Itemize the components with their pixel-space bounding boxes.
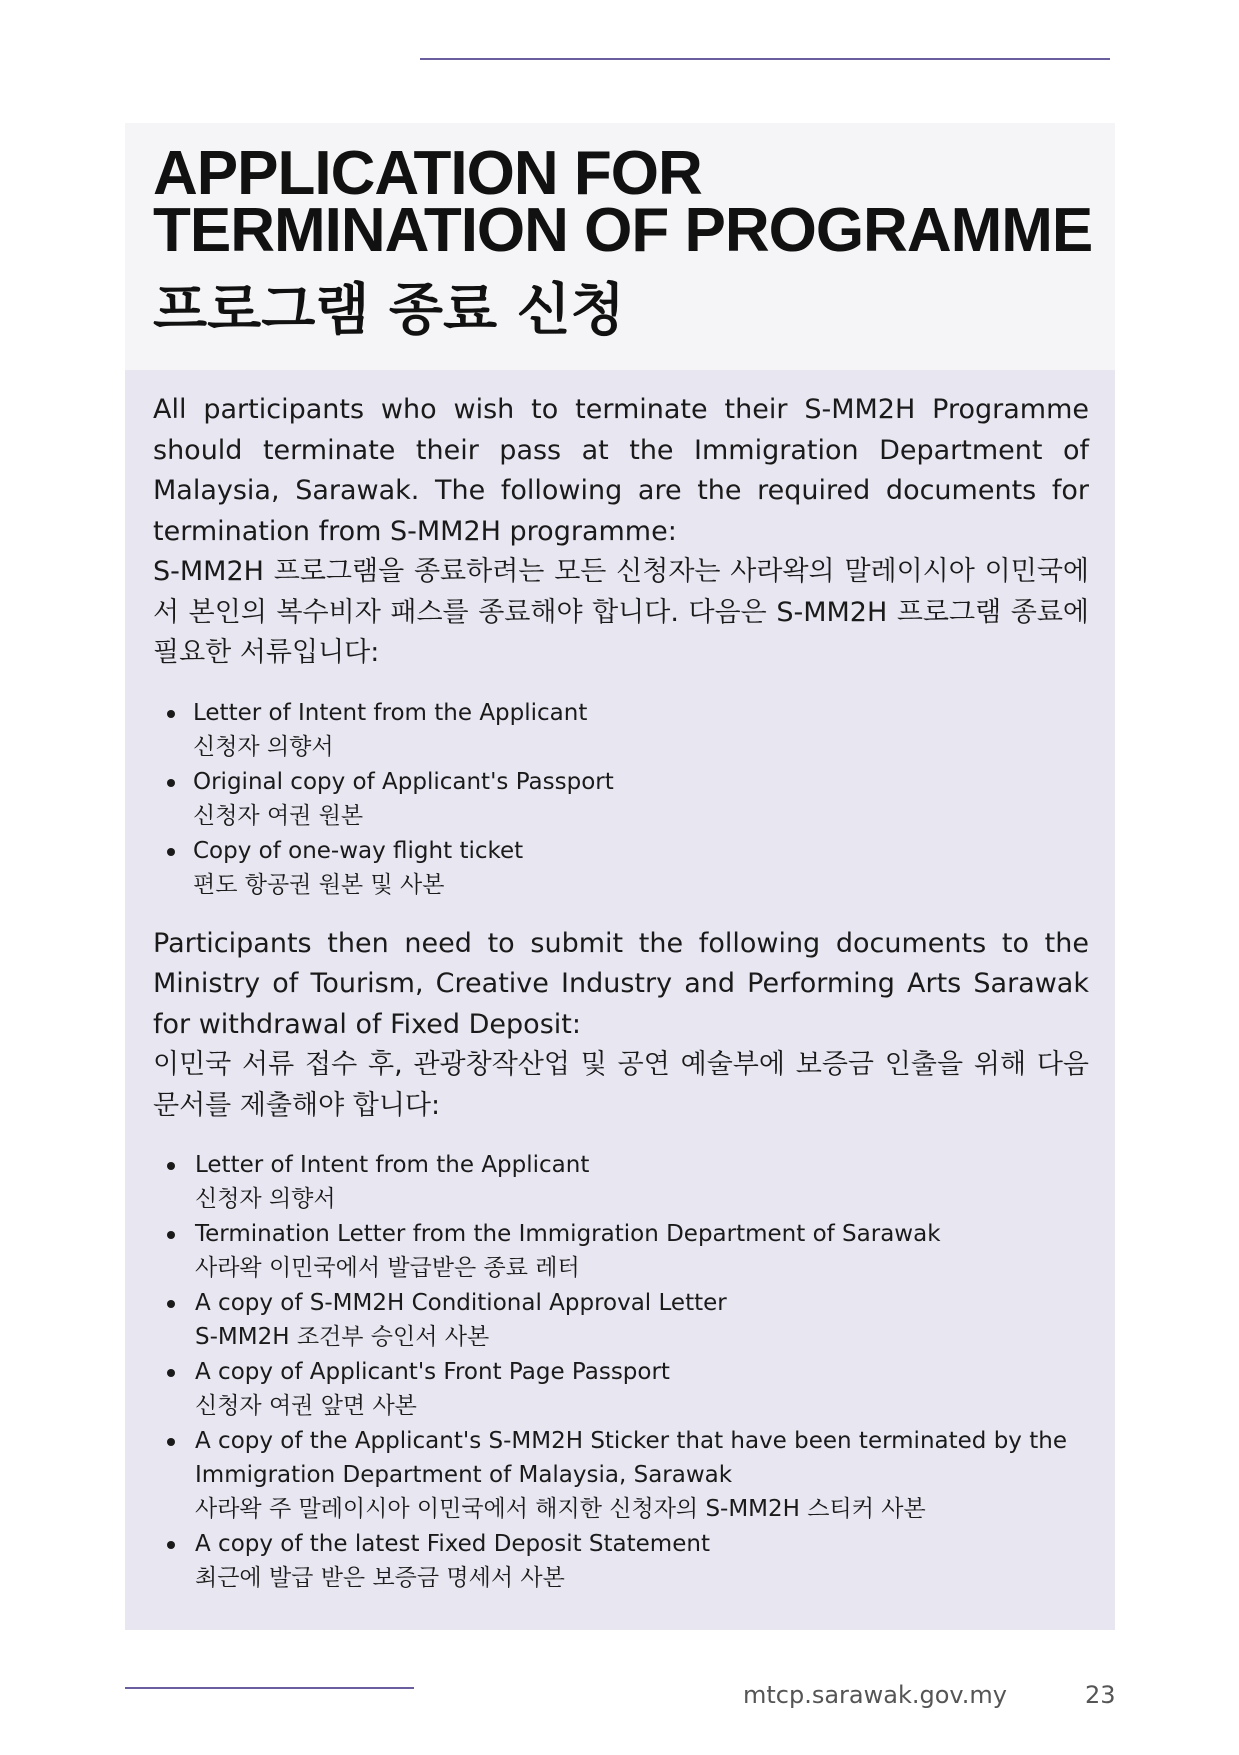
list-item	[153, 834, 1089, 902]
list-item-english: A copy of Applicant's Front Page Passport	[195, 1359, 670, 1385]
section2-intro-english: Participants then need to submit the following documents to the Ministry of Tourism, Creative Industry and Performing Arts Sarawak for withdrawal of Fixed Deposit:	[153, 927, 1089, 1040]
section1-intro-english: All participants who wish to terminate their S-MM2H Programme should terminate their pass at the Immigration Department of Malaysia, Sarawak. The following are the required documents for termination from S-MM2H programme:	[153, 394, 1089, 547]
list-item-korean: 신청자 여권 원본	[193, 802, 364, 829]
immigration-documents-list	[153, 696, 1089, 902]
list-item	[153, 1286, 1089, 1354]
list-item-korean: 최근에 발급 받은 보증금 명세서 사본	[195, 1565, 565, 1591]
content-body	[153, 390, 1089, 1617]
list-item	[153, 1148, 1089, 1216]
list-item-english: Copy of one-way flight ticket	[193, 837, 524, 864]
list-item	[153, 1217, 1089, 1285]
list-item-english: Letter of Intent from the Applicant	[195, 1152, 590, 1178]
page-title	[153, 139, 1093, 265]
list-item-korean: 신청자 의향서	[195, 1186, 336, 1212]
list-item	[153, 696, 1089, 764]
list-item-korean: 편도 항공권 원본 및 사본	[193, 871, 445, 898]
page-title-line-1: APPLICATION FOR	[153, 139, 702, 208]
list-item	[153, 1355, 1089, 1423]
page-title-line-2: TERMINATION OF PROGRAMME	[153, 196, 1093, 265]
list-item-english: Termination Letter from the Immigration Department of Sarawak	[195, 1221, 941, 1247]
list-item-korean: 신청자 의향서	[193, 733, 334, 760]
list-item	[153, 1424, 1089, 1526]
footer-website: mtcp.sarawak.gov.my	[743, 1681, 1007, 1709]
list-item-korean: 신청자 여권 앞면 사본	[195, 1393, 417, 1419]
section1-intro-korean: S-MM2H 프로그램을 종료하려는 모든 신청자는 사라왁의 말레이시아 이민국에서 본인의 복수비자 패스를 종료해야 합니다. 다음은 S-MM2H 프로그램 종료에 필요한 서류입니다:	[153, 556, 1089, 668]
list-item	[153, 765, 1089, 833]
list-item-english: A copy of S-MM2H Conditional Approval Letter	[195, 1290, 727, 1316]
list-item-english: A copy of the Applicant's S-MM2H Sticker that have been terminated by the Immigration Department of Malaysia, Sarawak	[195, 1428, 1067, 1488]
list-item-english: A copy of the latest Fixed Deposit Statement	[195, 1531, 710, 1557]
list-item	[153, 1527, 1089, 1595]
footer-divider	[125, 1687, 414, 1689]
content-panel	[125, 370, 1115, 1630]
list-item-korean: S-MM2H 조건부 승인서 사본	[195, 1324, 490, 1350]
top-divider	[420, 58, 1110, 60]
section2-intro-korean: 이민국 서류 접수 후, 관광창작산업 및 공연 예술부에 보증금 인출을 위해 다음 문서를 제출해야 합니다:	[153, 1049, 1089, 1121]
list-item-korean: 사라왁 주 말레이시아 이민국에서 해지한 신청자의 S-MM2H 스티커 사본	[195, 1496, 926, 1522]
page-title-korean: 프로그램 종료 신청	[153, 278, 625, 343]
list-item-english: Original copy of Applicant's Passport	[193, 768, 614, 795]
page-number: 23	[1085, 1681, 1116, 1709]
list-item-korean: 사라왁 이민국에서 발급받은 종료 레터	[195, 1255, 580, 1281]
title-panel	[125, 123, 1115, 370]
list-item-english: Letter of Intent from the Applicant	[193, 699, 588, 726]
fixed-deposit-documents-list	[153, 1148, 1089, 1595]
